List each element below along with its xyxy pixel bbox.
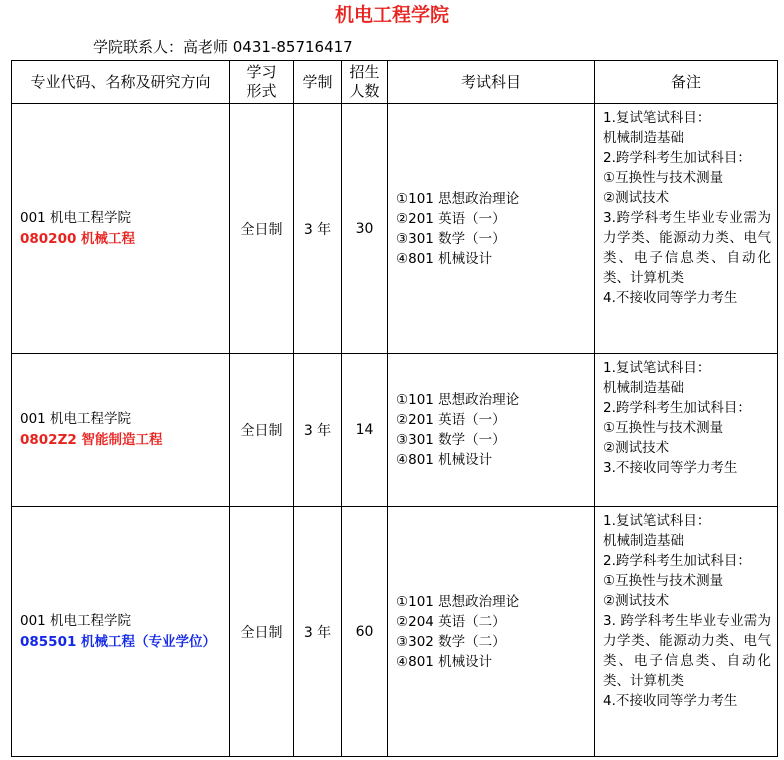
exam-item: ④801 机械设计 <box>396 250 493 267</box>
header-quota <box>342 61 388 104</box>
exam-item: ④801 机械设计 <box>396 653 493 670</box>
quota-cell: 30 <box>342 104 388 354</box>
mode-cell: 全日制 <box>230 104 294 354</box>
notes-cell <box>595 104 778 354</box>
table-row <box>12 104 778 354</box>
header-mode-text: 学习 形式 <box>246 63 277 100</box>
exams-cell <box>388 354 595 507</box>
quota-cell: 14 <box>342 354 388 507</box>
years-cell: 3 年 <box>294 507 342 757</box>
note-line: 3.不接收同等学力考生 <box>603 460 738 476</box>
note-line: ①互换性与技术测量 <box>603 170 724 186</box>
note-line: 2.跨学科考生加试科目： <box>603 400 751 416</box>
table-row <box>12 507 778 757</box>
note-line: 机械制造基础 <box>603 533 684 549</box>
major-cell <box>12 104 230 354</box>
exam-item: ④801 机械设计 <box>396 452 493 468</box>
note-line: 1.复试笔试科目： <box>603 110 711 126</box>
page-title: 机电工程学院 <box>334 4 449 26</box>
exam-item: ②204 英语（二） <box>396 613 506 630</box>
exam-item: ②201 英语（一） <box>396 412 506 428</box>
exam-item: ①101 思想政治理论 <box>396 593 520 610</box>
exams-cell <box>388 507 595 757</box>
exam-item: ③302 数学（二） <box>396 633 506 650</box>
mode-cell: 全日制 <box>230 507 294 757</box>
note-line: 2.跨学科考生加试科目： <box>603 150 751 166</box>
notes-cell <box>595 507 778 757</box>
exam-item: ①101 思想政治理论 <box>396 392 520 408</box>
note-line: 机械制造基础 <box>603 130 684 146</box>
admissions-table <box>11 60 778 757</box>
note-line: ②测试技术 <box>603 593 670 609</box>
note-line: 3.跨学科考生毕业专业需为力学类、能源动力类、电气类、电子信息类、自动化类、计算机类 <box>603 210 771 286</box>
header-years: 学制 <box>294 61 342 104</box>
school-name: 001 机电工程学院 <box>20 209 132 226</box>
note-line: ②测试技术 <box>603 440 670 456</box>
exams-cell <box>388 104 595 354</box>
note-line: 4.不接收同等学力考生 <box>603 693 738 709</box>
header-row <box>12 61 778 104</box>
note-line: 1.复试笔试科目： <box>603 513 711 529</box>
note-line: 4.不接收同等学力考生 <box>603 290 738 306</box>
header-notes: 备注 <box>595 61 778 104</box>
major-name: 0802Z2 智能制造工程 <box>20 432 163 448</box>
header-quota-text: 招生 人数 <box>349 63 380 100</box>
note-line: ②测试技术 <box>603 190 670 206</box>
years-cell: 3 年 <box>294 104 342 354</box>
major-name: 085501 机械工程（专业学位） <box>20 633 217 650</box>
years-cell: 3 年 <box>294 354 342 507</box>
quota-cell: 60 <box>342 507 388 757</box>
note-line: 机械制造基础 <box>603 380 684 396</box>
mode-cell: 全日制 <box>230 354 294 507</box>
table-row <box>12 354 778 507</box>
note-line: 2.跨学科考生加试科目： <box>603 553 751 569</box>
note-line: 3. 跨学科考生毕业专业需为力学类、能源动力类、电气类、电子信息类、自动化类、计算机类 <box>603 613 771 689</box>
exam-item: ③301 数学（一） <box>396 230 506 247</box>
school-name: 001 机电工程学院 <box>20 411 132 427</box>
major-cell <box>12 507 230 757</box>
header-mode <box>230 61 294 104</box>
major-name: 080200 机械工程 <box>20 230 136 247</box>
exam-item: ②201 英语（一） <box>396 210 506 227</box>
header-major: 专业代码、名称及研究方向 <box>12 61 230 104</box>
exam-item: ①101 思想政治理论 <box>396 190 520 207</box>
note-line: 1.复试笔试科目： <box>603 360 711 376</box>
major-cell <box>12 354 230 507</box>
header-exams: 考试科目 <box>388 61 595 104</box>
notes-cell <box>595 354 778 507</box>
school-name: 001 机电工程学院 <box>20 612 132 629</box>
exam-item: ③301 数学（一） <box>396 432 506 448</box>
contact-line: 学院联系人：高老师 0431-85716417 <box>93 38 353 56</box>
note-line: ①互换性与技术测量 <box>603 573 724 589</box>
note-line: ①互换性与技术测量 <box>603 420 724 436</box>
